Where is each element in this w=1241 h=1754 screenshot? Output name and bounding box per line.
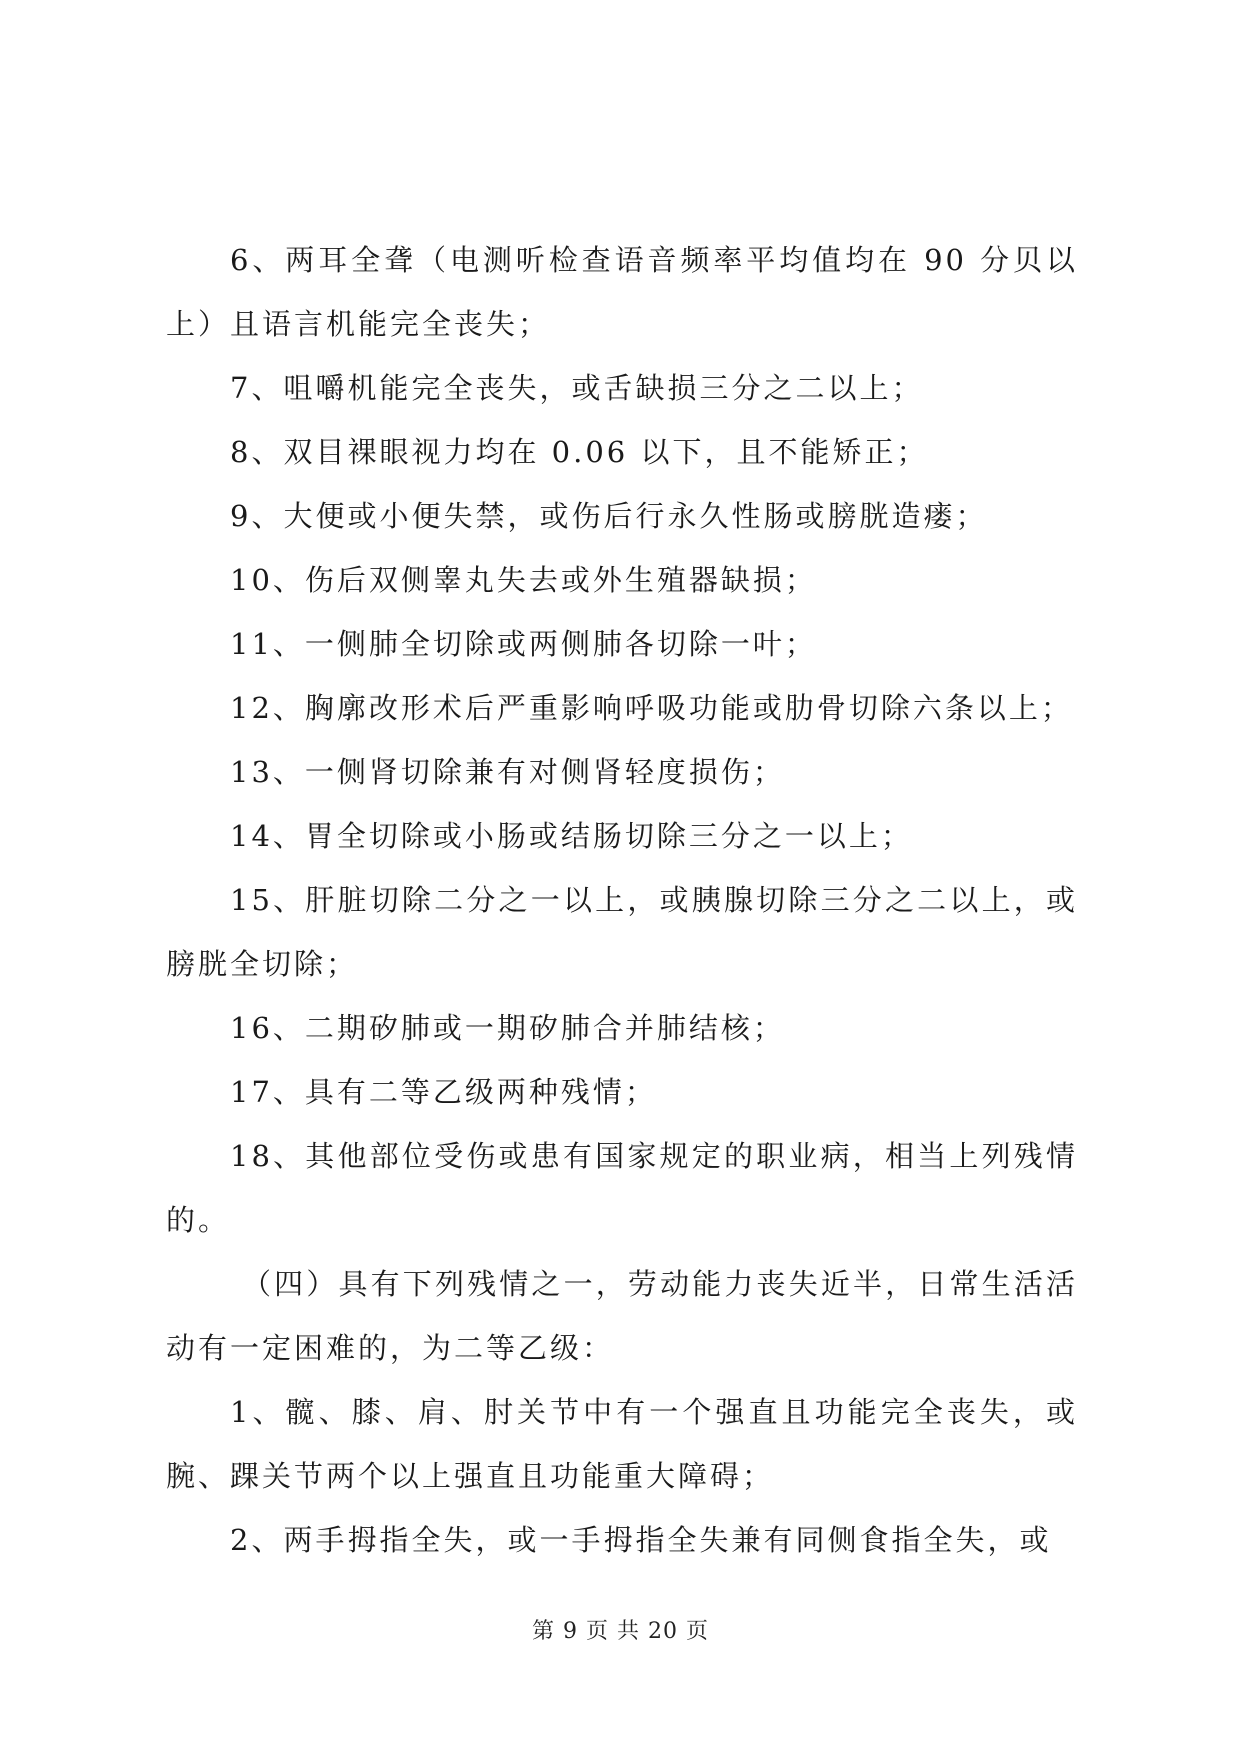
paragraph-item-6: 6、两耳全聋（电测听检查语音频率平均值均在 90 分贝以上）且语言机能完全丧失； [166, 243, 1078, 341]
paragraph-item-14: 14、胃全切除或小肠或结肠切除三分之一以上； [230, 819, 913, 853]
paragraph-item-13: 13、一侧肾切除兼有对侧肾轻度损伤； [230, 755, 785, 789]
paragraph-item-12: 12、胸廓改形术后严重影响呼吸功能或肋骨切除六条以上； [230, 691, 1073, 725]
paragraph-item-7: 7、咀嚼机能完全丧失，或舌缺损三分之二以上； [230, 371, 924, 405]
paragraph-item-1: 1、髋、膝、肩、肘关节中有一个强直且功能完全丧失，或腕、踝关节两个以上强直且功能重大障碍； [166, 1395, 1078, 1493]
page-number-footer: 第 9 页 共 20 页 [532, 1619, 709, 1644]
paragraph-item-2: 2、两手拇指全失，或一手拇指全失兼有同侧食指全失，或 [230, 1523, 1052, 1557]
paragraph-item-16: 16、二期矽肺或一期矽肺合并肺结核； [230, 1011, 785, 1045]
paragraph-item-15: 15、肝脏切除二分之一以上，或胰腺切除三分之二以上，或膀胱全切除； [166, 883, 1078, 981]
document-body [166, 228, 1078, 1572]
paragraph-item-8: 8、双目裸眼视力均在 0.06 以下，且不能矫正； [230, 435, 929, 469]
paragraph-item-10: 10、伤后双侧睾丸失去或外生殖器缺损； [230, 563, 817, 597]
paragraph-item-18: 18、其他部位受伤或患有国家规定的职业病，相当上列残情的。 [166, 1139, 1078, 1237]
paragraph-item-11: 11、一侧肺全切除或两侧肺各切除一叶； [230, 627, 817, 661]
section-heading-four: （四）具有下列残情之一，劳动能力丧失近半，日常生活活动有一定困难的，为二等乙级： [166, 1267, 1078, 1365]
paragraph-item-17: 17、具有二等乙级两种残情； [230, 1075, 657, 1109]
paragraph-item-9: 9、大便或小便失禁，或伤后行永久性肠或膀胱造瘘； [230, 499, 988, 533]
